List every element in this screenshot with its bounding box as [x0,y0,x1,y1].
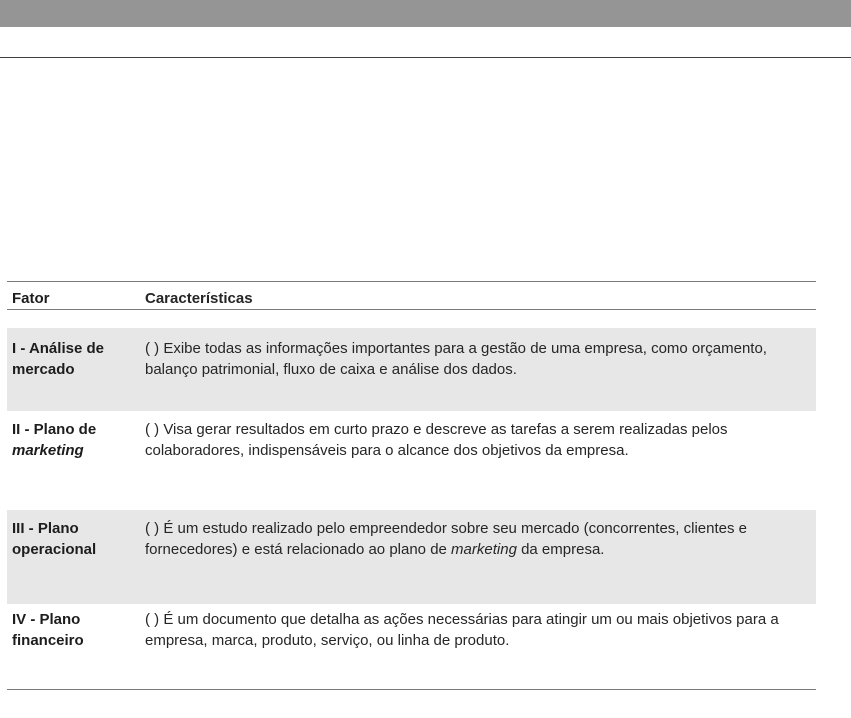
row-fator [7,419,137,461]
caracteristica-emphasis: marketing [451,541,517,558]
fator-line-1: I - Análise de [12,340,104,357]
fator-line-2: mercado [12,361,75,378]
table-row [7,328,816,411]
top-header-bar [0,0,851,27]
table-row [7,604,816,687]
fator-line-2: marketing [12,442,84,459]
fator-line-2: operacional [12,541,97,558]
table-bottom-border [7,689,816,690]
caracteristica-text: ( ) Exibe todas as informações importantes para a gestão de uma empresa, como orçamento, balanço patrimonial, fluxo de caixa e análise dos dados. [145,340,767,378]
header-caracteristicas: Características [145,290,253,307]
table-row [7,510,816,604]
fator-line-1: IV - Plano [12,611,81,628]
caracteristica-text: ( ) É um estudo realizado pelo empreendedor sobre seu mercado (concorrentes, clientes e fornecedores) e está relacionado ao plano de [145,520,747,558]
header-fator: Fator [12,290,50,307]
table-row [7,411,816,510]
row-caracteristica [137,518,816,560]
caracteristica-text-end: da empresa. [516,541,605,558]
table-header-row [7,281,816,310]
caracteristica-text: ( ) Visa gerar resultados em curto prazo e descreve as tarefas a serem realizadas pelos colaboradores, indispensáveis para o alcance dos objetivos da empresa. [145,421,728,459]
row-caracteristica [137,419,816,461]
fator-line-2: financeiro [12,632,84,649]
top-divider [0,57,851,58]
factors-table [7,281,816,690]
fator-line-1: II - Plano de [12,421,97,438]
fator-line-1: III - Plano [12,520,79,537]
row-fator [7,609,137,651]
row-caracteristica [137,338,816,380]
caracteristica-text: ( ) É um documento que detalha as ações necessárias para atingir um ou mais objetivos para a empresa, marca, produto, serviço, ou linha de produto. [145,611,779,649]
row-fator [7,338,137,380]
row-caracteristica [137,609,816,651]
row-fator [7,518,137,560]
